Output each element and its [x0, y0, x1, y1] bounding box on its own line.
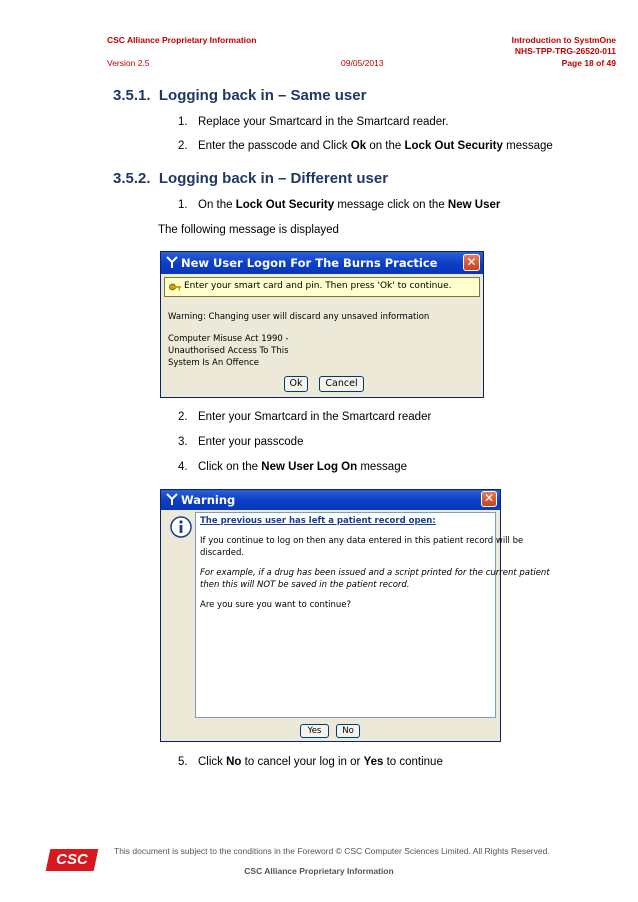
list-item: 5. Click No to cancel your log in or Yes to continue [178, 756, 443, 768]
dialog-title: Warning [181, 493, 236, 507]
list-item: 2. Enter your Smartcard in the Smartcard reader [178, 411, 432, 423]
misuse-line: Unauthorised Access To This [168, 346, 289, 356]
list-item: 4. Click on the New User Log On message [178, 461, 407, 473]
message-question: Are you sure you want to continue? [200, 600, 352, 610]
message-panel [195, 512, 550, 718]
yes-button[interactable]: Yes [300, 724, 329, 738]
footer-proprietary: CSC Alliance Proprietary Information [244, 866, 394, 876]
dialog-title: New User Logon For The Burns Practice [181, 256, 438, 270]
list-item: 1. On the Lock Out Security message click on the New User [178, 199, 501, 211]
footer-notice: This document is subject to the conditions in the Foreword © CSC Computer Sciences Limited. All Rights Reserved. [114, 846, 550, 856]
systmone-logo-icon [166, 493, 178, 506]
warning-dialog [160, 489, 550, 742]
message-line: If you continue to log on then any data entered in this patient record will be [200, 536, 524, 546]
section-heading-different-user: 3.5.2. Logging back in – Different user [113, 170, 389, 187]
dialog-titlebar [161, 490, 500, 510]
dialog-titlebar [161, 252, 483, 274]
info-icon [170, 516, 192, 538]
list-item: 1. Replace your Smartcard in the Smartcard reader. [178, 116, 449, 128]
message-line-italic: For example, if a drug has been issued and a script printed for the current patient [200, 568, 550, 578]
following-message-text: The following message is displayed [158, 224, 339, 236]
key-icon [169, 282, 181, 292]
message-line-italic: then this will NOT be saved in the patient record. [200, 580, 410, 590]
header-page-number: Page 18 of 49 [561, 58, 616, 68]
misuse-line: System Is An Offence [168, 358, 260, 368]
header-doc-title: Introduction to SystmOne [511, 35, 616, 45]
no-button[interactable]: No [336, 724, 360, 738]
systmone-logo-icon [166, 256, 178, 269]
cancel-button[interactable]: Cancel [319, 376, 364, 392]
header-company: CSC Alliance Proprietary Information [107, 35, 257, 45]
close-button[interactable]: ✕ [463, 254, 480, 271]
list-item: 3. Enter your passcode [178, 436, 304, 448]
header-version: Version 2.5 [107, 58, 150, 68]
smartcard-prompt-box [164, 277, 480, 297]
smartcard-prompt-text: Enter your smart card and pin. Then press 'Ok' to continue. [184, 281, 452, 291]
warning-text: Warning: Changing user will discard any unsaved information [168, 312, 430, 322]
section-heading-same-user: 3.5.1. Logging back in – Same user [113, 87, 367, 104]
ok-button[interactable]: Ok [284, 376, 308, 392]
misuse-line: Computer Misuse Act 1990 - [168, 334, 289, 344]
list-item: 2. Enter the passcode and Click Ok on the Lock Out Security message [178, 140, 553, 152]
header-doc-ref: NHS-TPP-TRG-26520-011 [514, 46, 616, 56]
message-heading: The previous user has left a patient record open: [200, 516, 436, 526]
csc-logo-text: CSC [56, 851, 88, 868]
close-button[interactable]: ✕ [481, 491, 497, 507]
message-line: discarded. [200, 548, 245, 558]
new-user-logon-dialog [160, 251, 484, 398]
header-date: 09/05/2013 [341, 58, 384, 68]
